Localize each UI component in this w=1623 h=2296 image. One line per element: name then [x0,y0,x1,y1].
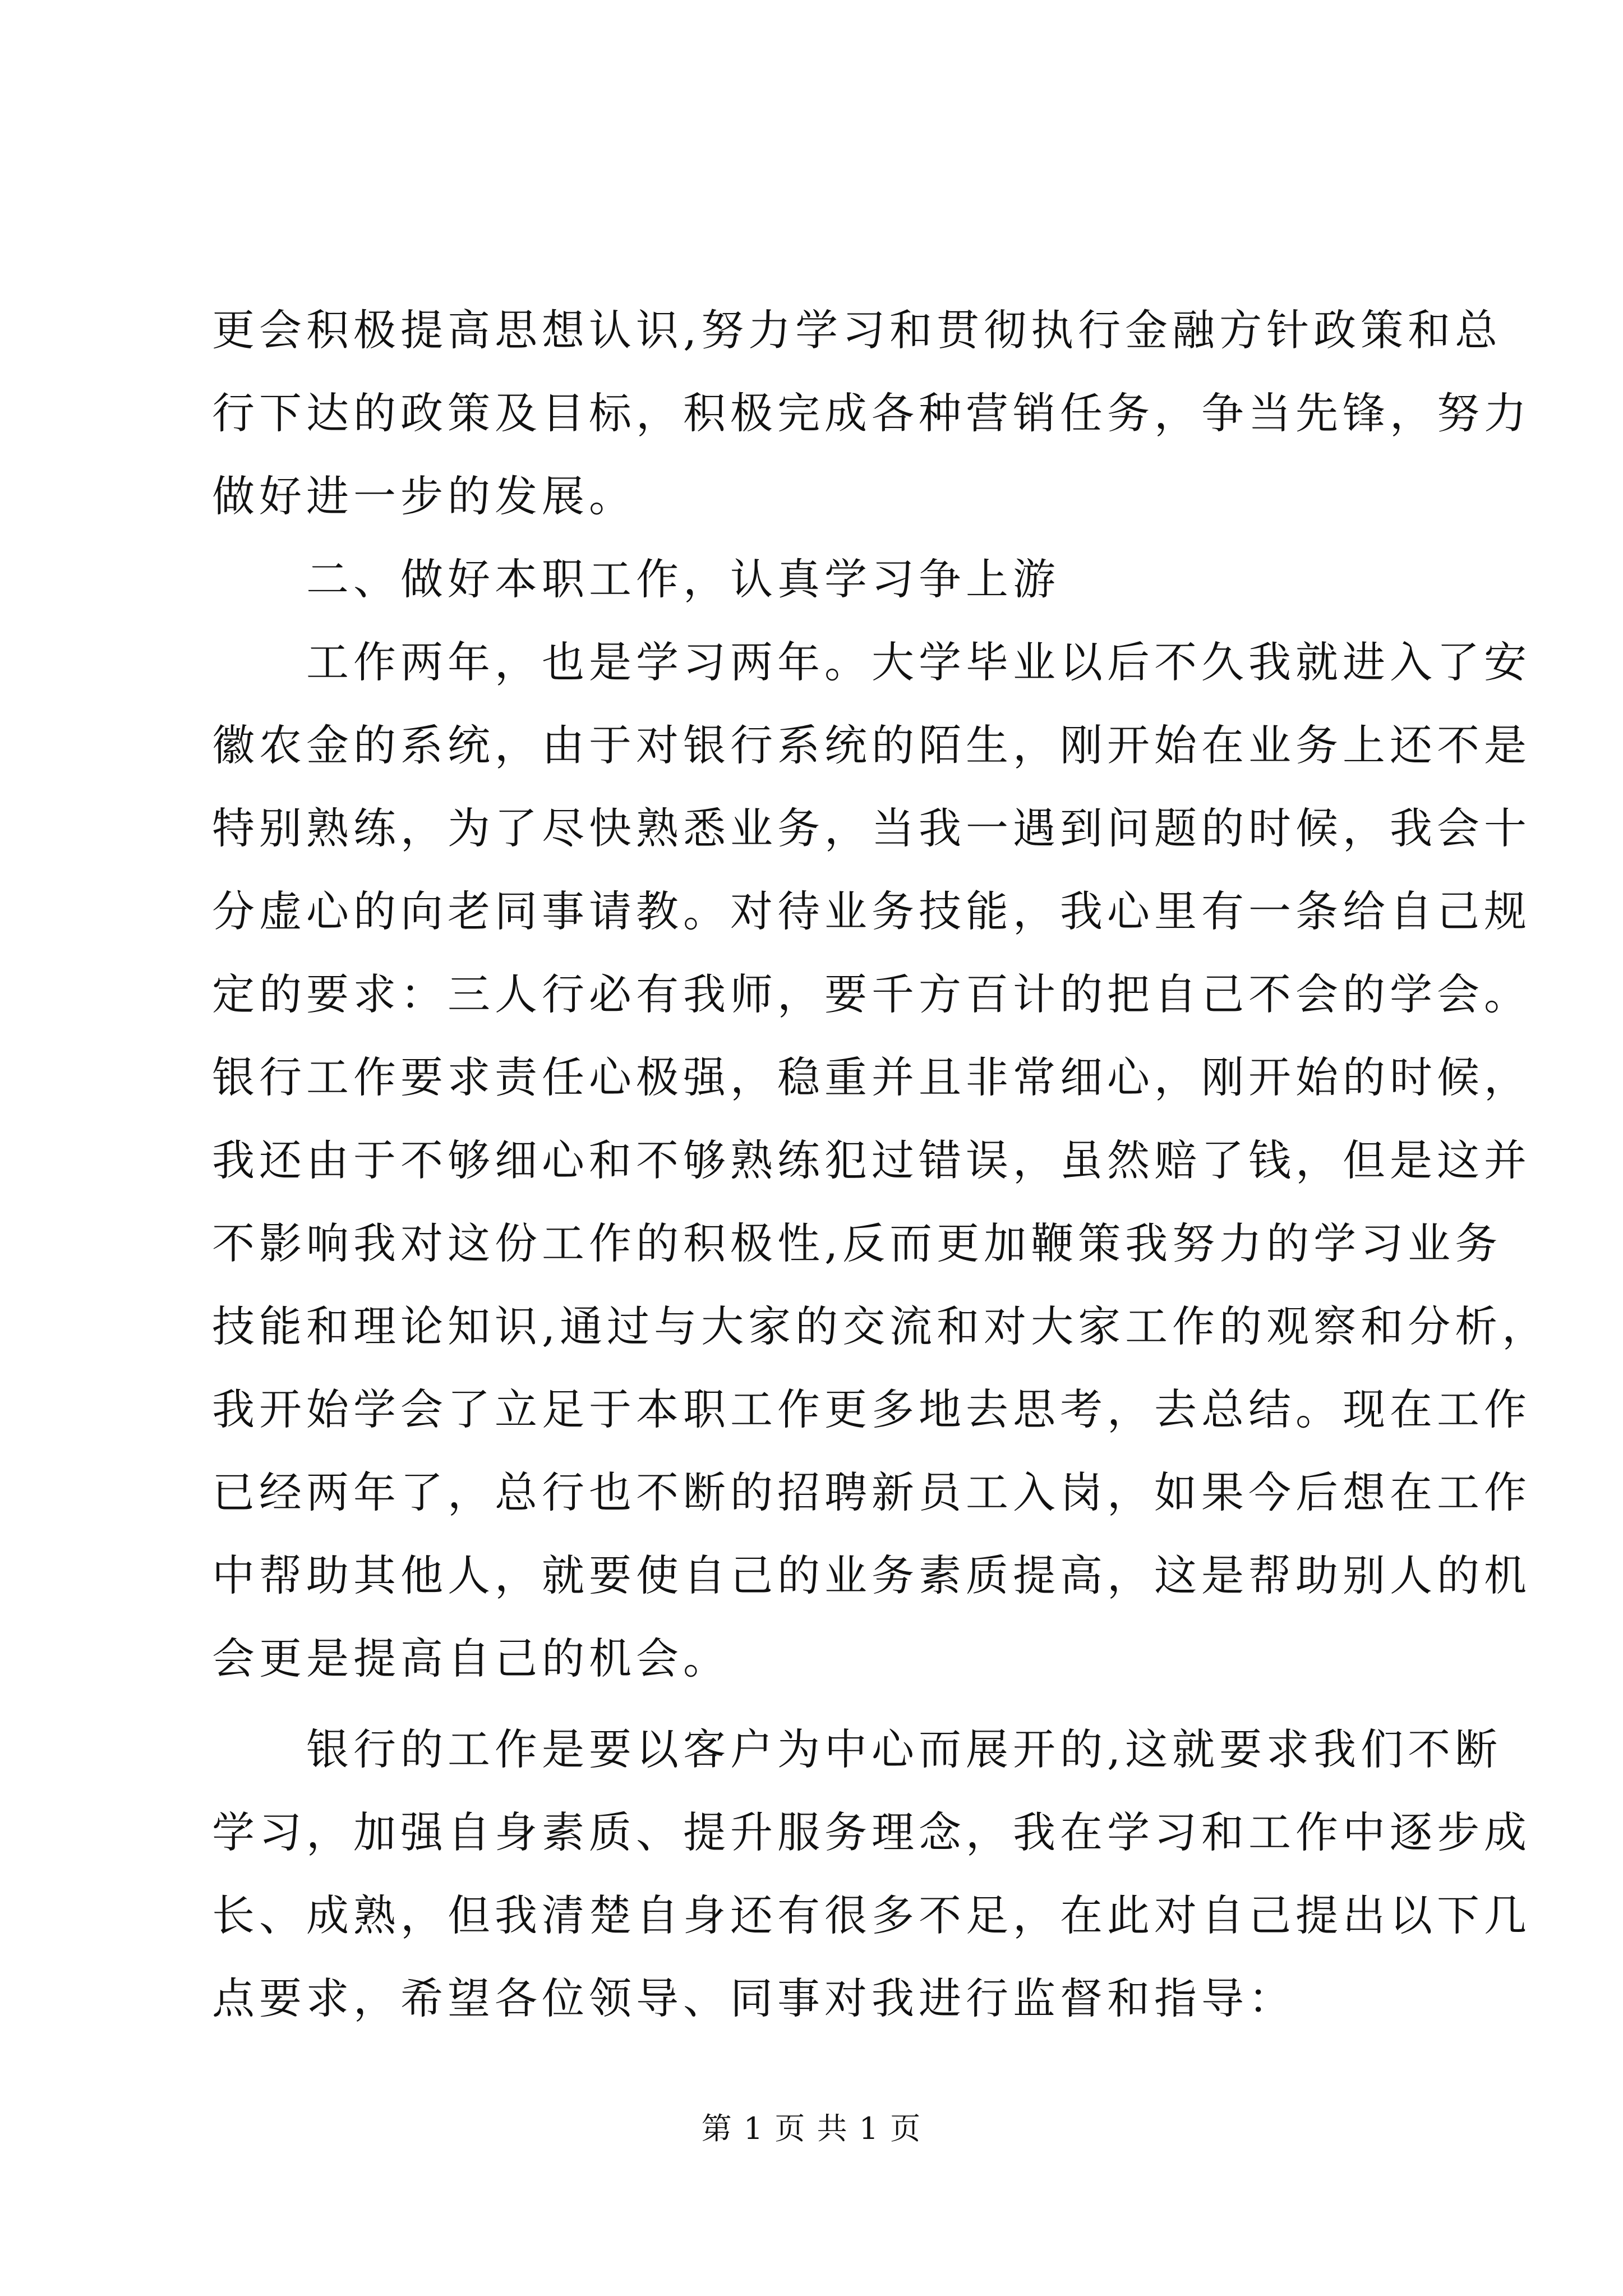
text-line: 分虚心的向老同事请教。对待业务技能，我心里有一条给自己规 [212,886,1531,936]
text-line: 更会积极提高思想认识,努力学习和贯彻执行金融方针政策和总 [212,305,1502,355]
text-line: 行下达的政策及目标，积极完成各种营销任务，争当先锋，努力 [212,388,1531,438]
text-line: 徽农金的系统，由于对银行系统的陌生，刚开始在业务上还不是 [212,720,1531,770]
body-text [212,289,1550,2040]
text-line: 技能和理论知识,通过与大家的交流和对大家工作的观察和分析， [212,1301,1550,1351]
text-line: 长、成熟，但我清楚自身还有很多不足，在此对自己提出以下几 [212,1890,1531,1940]
page-footer: 第 1 页 共 1 页 [701,2111,922,2146]
text-line: 中帮助其他人，就要使自己的业务素质提高，这是帮助别人的机 [212,1550,1531,1600]
text-line: 已经两年了，总行也不断的招聘新员工入岗，如果今后想在工作 [212,1467,1531,1517]
text-line: 点要求，希望各位领导、同事对我进行监督和指导： [212,1973,1295,2023]
section-heading: 二、做好本职工作，认真学习争上游 [212,554,1060,604]
text-line: 定的要求：三人行必有我师，要千方百计的把自己不会的学会。 [212,969,1531,1019]
text-line: 做好进一步的发展。 [212,471,636,521]
text-line: 银行的工作是要以客户为中心而展开的,这就要求我们不断 [212,1724,1502,1774]
text-line: 工作两年，也是学习两年。大学毕业以后不久我就进入了安 [212,637,1531,687]
text-line: 我开始学会了立足于本职工作更多地去思考，去总结。现在工作 [212,1384,1531,1434]
text-line: 会更是提高自己的机会。 [212,1634,730,1683]
text-line: 不影响我对这份工作的积极性,反而更加鞭策我努力的学习业务 [212,1218,1502,1268]
text-line: 我还由于不够细心和不够熟练犯过错误，虽然赔了钱，但是这并 [212,1135,1531,1185]
text-line: 特别熟练，为了尽快熟悉业务，当我一遇到问题的时候，我会十 [212,803,1531,853]
text-line: 学习，加强自身素质、提升服务理念，我在学习和工作中逐步成 [212,1807,1531,1857]
text-line: 银行工作要求责任心极强，稳重并且非常细心，刚开始的时候， [212,1052,1531,1102]
